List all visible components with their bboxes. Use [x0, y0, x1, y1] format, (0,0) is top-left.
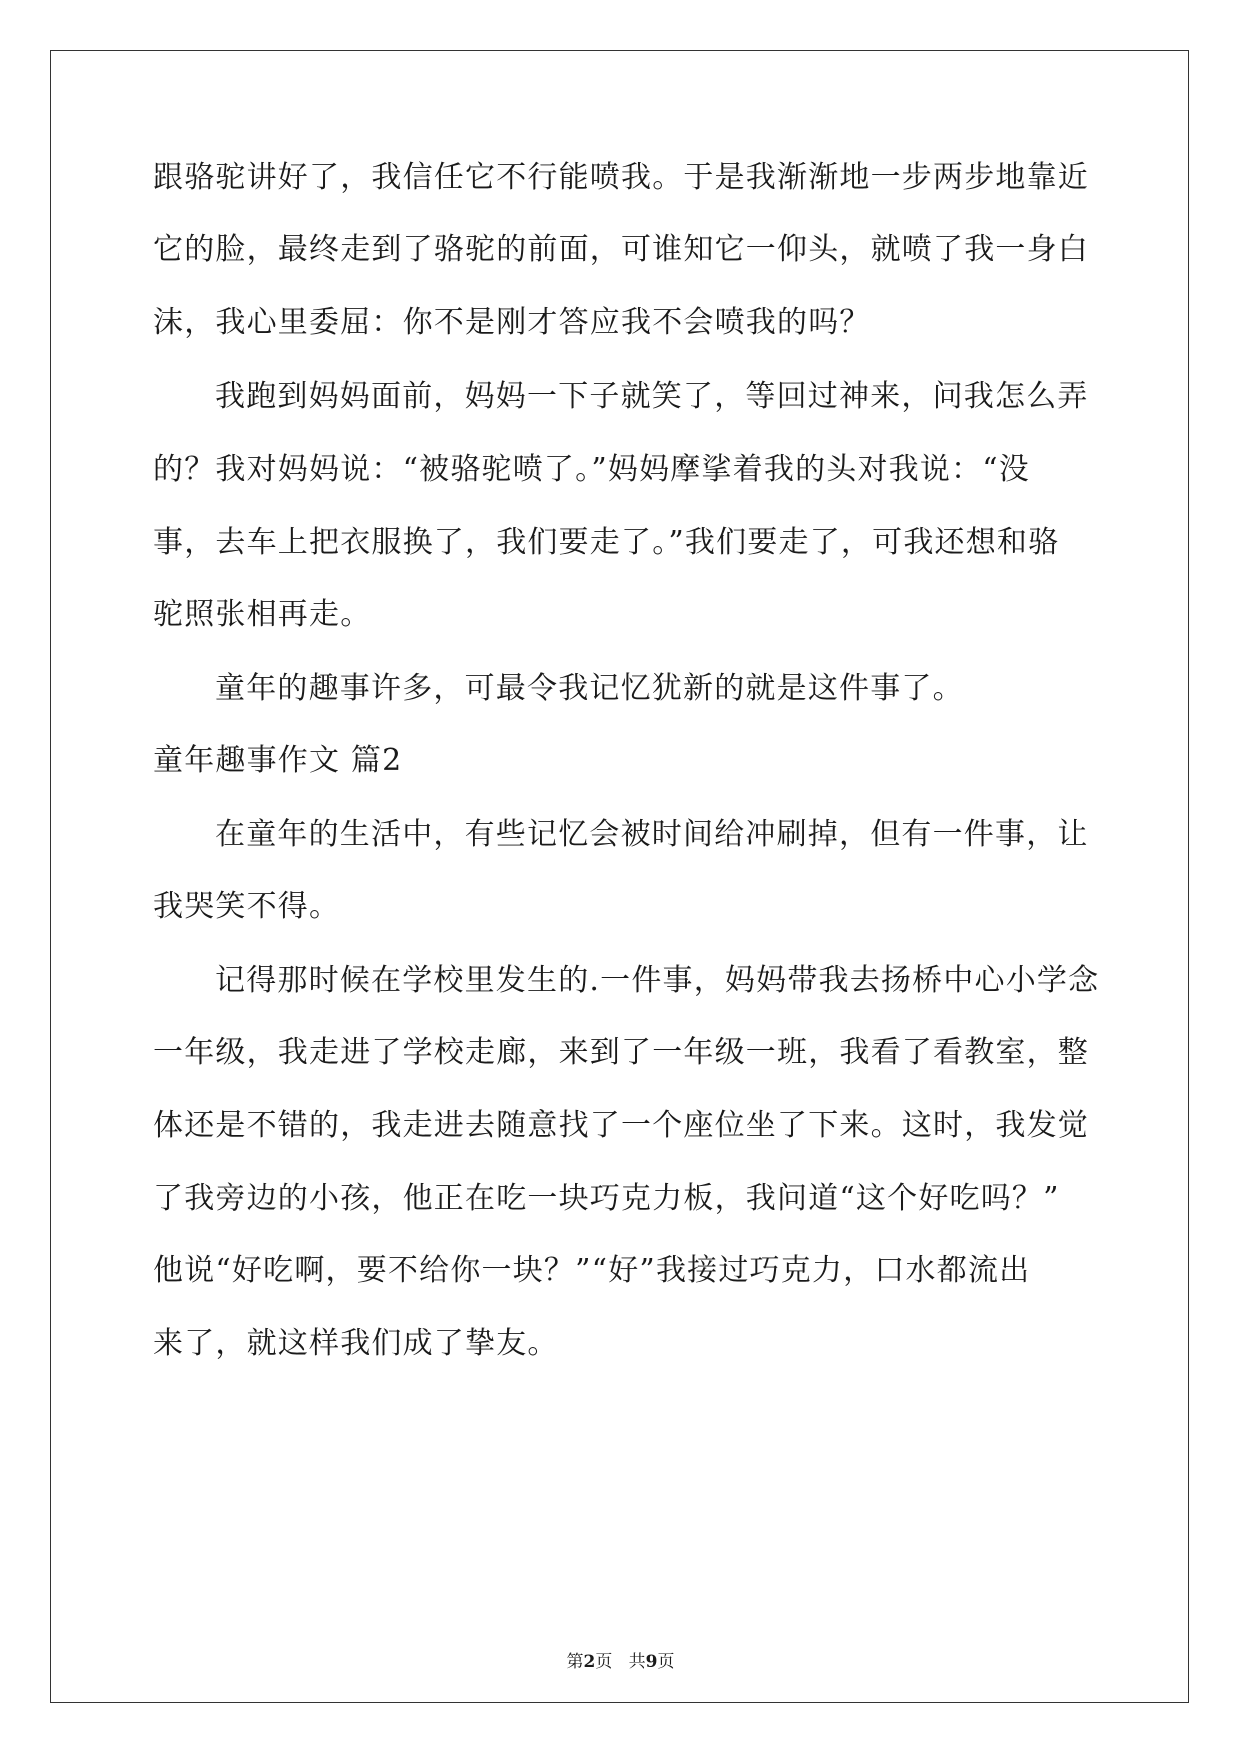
total-unit: 页 — [657, 1652, 675, 1672]
page-number: 2 — [583, 1652, 596, 1672]
section-heading: 童年趣事作文 篇2 — [153, 743, 403, 778]
total-pages: 9 — [645, 1652, 658, 1672]
text-line: 童年的趣事许多，可最令我记忆犹新的就是这件事了。 — [215, 671, 964, 706]
text-line: 跟骆驼讲好了，我信任它不行能喷我。于是我渐渐地一步两步地靠近 — [153, 160, 1089, 195]
text-line: 一年级，我走进了学校走廊，来到了一年级一班，我看了看教室，整 — [153, 1035, 1089, 1070]
text-line: 记得那时候在学校里发生的.一件事，妈妈带我去扬桥中心小学念 — [215, 963, 1100, 998]
text-line: 沫，我心里委屈：你不是刚才答应我不会喷我的吗？ — [153, 305, 871, 340]
text-line: 我跑到妈妈面前，妈妈一下子就笑了，等回过神来，问我怎么弄 — [215, 379, 1089, 414]
text-line: 体还是不错的，我走进去随意找了一个座位坐了下来。这时，我发觉 — [153, 1108, 1089, 1143]
text-line: 的？我对妈妈说：“被骆驼喷了。”妈妈摩挲着我的头对我说：“没 — [153, 452, 1031, 487]
text-line: 我哭笑不得。 — [153, 889, 341, 924]
page-footer — [0, 1651, 1241, 1673]
text-line: 了我旁边的小孩，他正在吃一块巧克力板，我问道“这个好吃吗？” — [153, 1181, 1060, 1216]
text-line: 事，去车上把衣服换了，我们要走了。”我们要走了，可我还想和骆 — [153, 525, 1060, 560]
text-line: 它的脸，最终走到了骆驼的前面，可谁知它一仰头，就喷了我一身白 — [153, 232, 1089, 267]
total-prefix: 共 — [628, 1652, 646, 1672]
page-prefix: 第 — [566, 1652, 584, 1672]
page-unit: 页 — [595, 1652, 613, 1672]
text-line: 他说“好吃啊，要不给你一块？”“好”我接过巧克力，口水都流出 — [153, 1253, 1031, 1288]
text-line: 驼照张相再走。 — [153, 597, 372, 632]
text-line: 在童年的生活中，有些记忆会被时间给冲刷掉，但有一件事，让 — [215, 817, 1089, 852]
page-border — [50, 50, 1189, 1703]
text-line: 来了，就这样我们成了挚友。 — [153, 1326, 559, 1361]
